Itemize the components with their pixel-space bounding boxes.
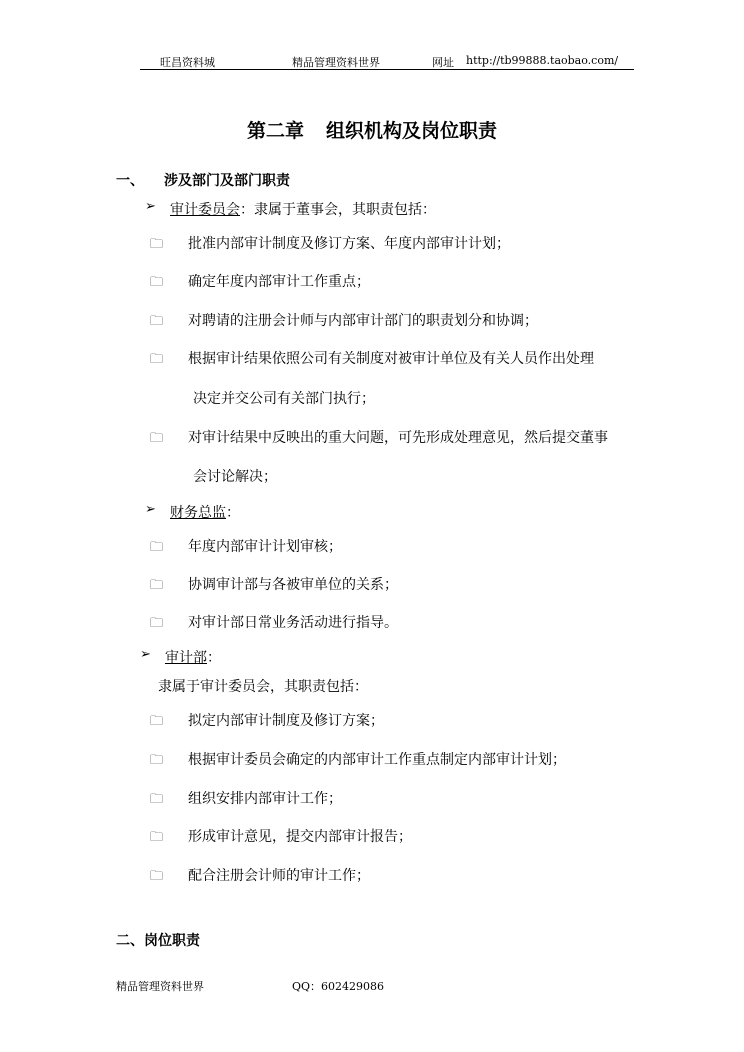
header-url-link[interactable]: http://tb99888.taobao.com/ xyxy=(466,54,619,67)
committee-item: 批准内部审计制度及修订方案、年度内部审计计划； xyxy=(188,236,510,252)
page-title xyxy=(0,116,744,143)
audit-dept-item: 组织安排内部审计工作； xyxy=(188,791,342,807)
cfo-item: 协调审计部与各被审单位的关系； xyxy=(188,577,398,593)
audit-dept-intro: 隶属于审计委员会，其职责包括： xyxy=(158,679,368,695)
header-url-label: 网址 xyxy=(432,56,454,69)
folder-icon: 🗀 xyxy=(150,540,164,555)
cfo-item: 年度内部审计计划审核； xyxy=(188,539,342,555)
folder-icon: 🗀 xyxy=(150,714,164,729)
footer-qq: QQ：602429086 xyxy=(292,980,385,993)
cfo-rest: ： xyxy=(226,505,240,521)
folder-icon: 🗀 xyxy=(150,352,164,367)
section1-heading: 涉及部门及部门职责 xyxy=(164,173,290,189)
audit-dept-item: 配合注册会计师的审计工作； xyxy=(188,868,370,884)
folder-icon: 🗀 xyxy=(150,792,164,807)
cfo-item: 对审计部日常业务活动进行指导。 xyxy=(188,615,398,631)
folder-icon: 🗀 xyxy=(150,237,164,252)
cfo-line xyxy=(170,502,240,522)
folder-icon: 🗀 xyxy=(150,869,164,884)
header-middle-text: 精品管理资料世界 xyxy=(292,56,380,69)
audit-dept-rest: ： xyxy=(207,650,221,666)
committee-name: 审计委员会 xyxy=(170,202,240,218)
cfo-name: 财务总监 xyxy=(170,505,226,521)
audit-dept-item: 拟定内部审计制度及修订方案； xyxy=(188,713,384,729)
section1-number: 一、 xyxy=(116,173,144,189)
header-divider xyxy=(140,69,634,70)
arrow-bullet-icon: ➢ xyxy=(145,502,156,517)
audit-dept-item: 形成审计意见，提交内部审计报告； xyxy=(188,829,412,845)
committee-item-continuation: 会讨论解决； xyxy=(193,469,277,485)
committee-item: 根据审计结果依照公司有关制度对被审计单位及有关人员作出处理 xyxy=(188,351,594,367)
chapter-title: 组织机构及岗位职责 xyxy=(326,120,498,142)
section2-heading: 二、岗位职责 xyxy=(116,933,200,949)
folder-icon: 🗀 xyxy=(150,275,164,290)
committee-item: 确定年度内部审计工作重点； xyxy=(188,274,370,290)
audit-dept-name: 审计部 xyxy=(165,650,207,666)
footer-left-text: 精品管理资料世界 xyxy=(116,980,204,993)
arrow-bullet-icon: ➢ xyxy=(140,647,151,662)
folder-icon: 🗀 xyxy=(150,314,164,329)
committee-line xyxy=(170,199,436,219)
chapter-number: 第二章 xyxy=(246,120,304,142)
committee-item: 对聘请的注册会计师与内部审计部门的职责划分和协调； xyxy=(188,313,538,329)
audit-dept-line xyxy=(165,647,221,667)
folder-icon: 🗀 xyxy=(150,616,164,631)
folder-icon: 🗀 xyxy=(150,578,164,593)
committee-rest: ：隶属于董事会，其职责包括： xyxy=(240,202,436,218)
committee-item-continuation: 决定并交公司有关部门执行； xyxy=(193,391,375,407)
folder-icon: 🗀 xyxy=(150,753,164,768)
committee-item: 对审计结果中反映出的重大问题，可先形成处理意见，然后提交董事 xyxy=(188,430,608,446)
header-left-text: 旺昌资料城 xyxy=(160,56,215,69)
audit-dept-item: 根据审计委员会确定的内部审计工作重点制定内部审计计划； xyxy=(188,752,566,768)
folder-icon: 🗀 xyxy=(150,431,164,446)
folder-icon: 🗀 xyxy=(150,830,164,845)
arrow-bullet-icon: ➢ xyxy=(145,199,156,214)
